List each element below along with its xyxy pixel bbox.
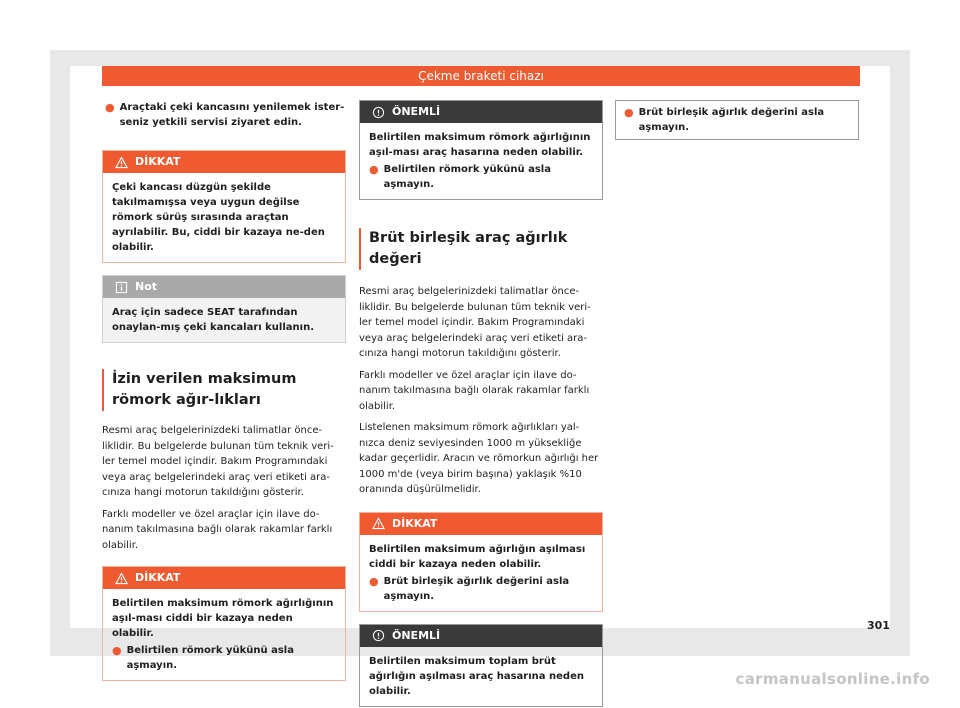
note-box-body [103, 298, 345, 342]
paragraph: Farklı modeller ve özel araçlar için ilave do-nanım takılmasına bağlı olarak rakamlar farklı olabilir. [359, 369, 590, 412]
column-left [102, 100, 346, 681]
important-box-1 [359, 100, 603, 200]
bullet-item-text: Brüt birleşik ağırlık değerini asla aşmayın. [638, 107, 825, 133]
important-box-header [360, 625, 602, 647]
warning-bullet-text: Belirtilen römork yükünü asla aşmayın. [126, 645, 294, 671]
warning-box-header [103, 151, 345, 173]
important-text: Belirtilen maksimum toplam brüt ağırlığın aşılması araç hasarına neden olabilir. [369, 655, 584, 697]
paragraph: Farklı modeller ve özel araçlar için ilave do-nanım takılmasına bağlı olarak rakamlar farklı olabilir. [102, 508, 333, 551]
warning-box-header [103, 567, 345, 589]
warning-box-dikkat-2 [102, 566, 346, 681]
warning-bullet [369, 574, 593, 604]
warning-label: DİKKAT [392, 516, 438, 530]
column-right [615, 100, 859, 140]
section-heading-gross-combined-weight: Brüt birleşik araç ağırlık değeri [359, 228, 603, 270]
important-box-2 [359, 624, 603, 707]
warning-bullet [112, 643, 336, 673]
important-bullet [369, 162, 593, 192]
important-box-header [360, 101, 602, 123]
warning-box-body [360, 535, 602, 611]
bullet-dot-icon: ● [105, 101, 115, 114]
exclamation-circle-icon [372, 629, 385, 642]
bullet-dot-icon: ● [369, 574, 379, 588]
warning-bullet-text: Brüt birleşik ağırlık değerini asla aşmayın. [383, 575, 570, 602]
note-box [102, 275, 346, 343]
note-label: Not [135, 280, 158, 293]
intro-bullet-text: Araçtaki çeki kancasını yenilemek ister- seniz yetkili servisi ziyaret edin. [119, 102, 345, 128]
bullet-item [624, 105, 850, 135]
warning-box-header [360, 513, 602, 535]
paragraph: Resmi araç belgelerinizdeki talimatlar önce-liklidir. Bu belgelerde bulunan tüm teknik veri-ler temel model içindir. Bakım Programındaki veya araç belgelerindeki araç veri etiketi ara-cınıza hangi motorun takıldığını gösterir. [102, 425, 334, 498]
bullet-box [615, 100, 859, 140]
important-bullet-text: Belirtilen römork yükünü asla aşmayın. [383, 164, 551, 190]
watermark-text: carmanualsonline.info [735, 670, 930, 688]
note-text: Araç için sadece SEAT tarafından onaylan-mış çeki kancaları kullanın. [112, 307, 314, 333]
info-icon [115, 281, 128, 294]
exclamation-circle-icon [372, 106, 385, 119]
warning-text: Çeki kancası düzgün şekilde takılmamışsa veya uygun değilse römork sürüş sırasında araçtan ayrılabilir. Bu, ciddi bir kazaya ne-den olabilir. [112, 182, 325, 253]
warning-triangle-icon [115, 572, 128, 585]
column-middle [359, 100, 603, 707]
bullet-dot-icon: ● [369, 163, 379, 176]
warning-text: Belirtilen maksimum römork ağırlığının aşıl-ması ciddi bir kazaya neden olabilir. [112, 598, 334, 639]
warning-triangle-icon [115, 156, 128, 169]
important-text: Belirtilen maksimum römork ağırlığının aşıl-ması araç hasarına neden olabilir. [369, 132, 591, 158]
warning-triangle-icon [372, 517, 385, 530]
warning-box-dikkat-1 [102, 150, 346, 263]
section-header: Çekme braketi cihazı [102, 66, 860, 86]
warning-box-body [103, 173, 345, 262]
page-number: 301 [867, 619, 890, 632]
warning-label: DİKKAT [135, 155, 181, 168]
important-box-body [360, 123, 602, 199]
bullet-dot-icon: ● [112, 644, 122, 657]
important-label: ÖNEMLİ [392, 105, 441, 118]
warning-text: Belirtilen maksimum ağırlığın aşılması ciddi bir kazaya neden olabilir. [369, 543, 586, 570]
bullet-box-body [616, 101, 858, 139]
bullet-dot-icon: ● [624, 106, 634, 119]
paragraph: Listelenen maksimum römork ağırlıkları yal-nızca deniz seviyesinden 1000 m yüksekliğe kadar geçerlidir. Aracın ve römorkun ağırlığı her 1000 m'de (veya birim başına) yaklaşık %10 oranında düşürülmelidir. [359, 422, 599, 495]
note-box-header [103, 276, 345, 298]
intro-bullet [102, 100, 346, 130]
warning-box-dikkat-3 [359, 512, 603, 612]
important-label: ÖNEMLİ [392, 628, 441, 642]
paragraph: Resmi araç belgelerinizdeki talimatlar önce-liklidir. Bu belgelerde bulunan tüm teknik veri-ler temel model içindir. Bakım Programındaki veya araç belgelerindeki araç veri etiketi ara-cınıza hangi motorun takıldığını gösterir. [359, 286, 591, 359]
warning-label: DİKKAT [135, 571, 181, 584]
warning-box-body [103, 589, 345, 680]
section-heading-max-trailer-weights: İzin verilen maksimum römork ağır-lıkları [102, 369, 346, 411]
